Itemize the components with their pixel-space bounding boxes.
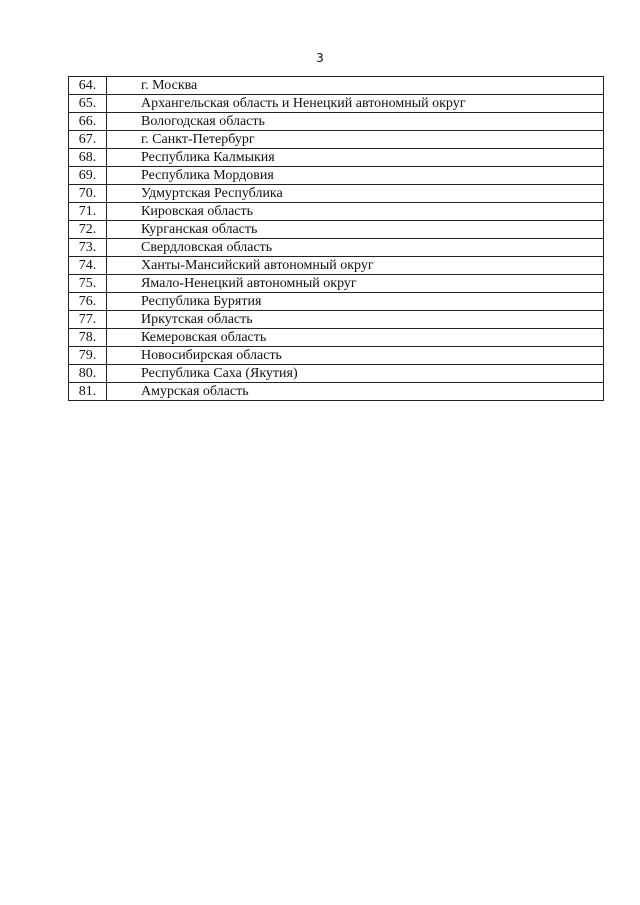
table-row (69, 347, 604, 365)
region-name: Кировская область (107, 203, 604, 221)
region-name: г. Санкт-Петербург (107, 131, 604, 149)
region-name: Курганская область (107, 221, 604, 239)
row-number: 70. (69, 185, 107, 203)
row-number: 73. (69, 239, 107, 257)
row-number: 65. (69, 95, 107, 113)
row-number: 80. (69, 365, 107, 383)
table-row (69, 365, 604, 383)
row-number: 77. (69, 311, 107, 329)
region-name: Вологодская область (107, 113, 604, 131)
region-name: Республика Мордовия (107, 167, 604, 185)
region-name: Республика Бурятия (107, 293, 604, 311)
row-number: 75. (69, 275, 107, 293)
region-name: Республика Саха (Якутия) (107, 365, 604, 383)
row-number: 69. (69, 167, 107, 185)
region-name: г. Москва (107, 77, 604, 95)
table-row (69, 257, 604, 275)
regions-table (68, 76, 604, 401)
table-row (69, 149, 604, 167)
region-name: Ямало-Ненецкий автономный округ (107, 275, 604, 293)
row-number: 72. (69, 221, 107, 239)
table-row (69, 275, 604, 293)
region-name: Амурская область (107, 383, 604, 401)
page-number: 3 (316, 51, 324, 65)
region-name: Свердловская область (107, 239, 604, 257)
row-number: 67. (69, 131, 107, 149)
row-number: 71. (69, 203, 107, 221)
row-number: 64. (69, 77, 107, 95)
row-number: 76. (69, 293, 107, 311)
row-number: 81. (69, 383, 107, 401)
row-number: 74. (69, 257, 107, 275)
row-number: 68. (69, 149, 107, 167)
table-row (69, 167, 604, 185)
table-row (69, 185, 604, 203)
region-name: Удмуртская Республика (107, 185, 604, 203)
table-row (69, 383, 604, 401)
region-name: Кемеровская область (107, 329, 604, 347)
table-row (69, 239, 604, 257)
table-row (69, 293, 604, 311)
table-row (69, 77, 604, 95)
table-row (69, 203, 604, 221)
regions-table-body (69, 77, 604, 401)
row-number: 78. (69, 329, 107, 347)
row-number: 66. (69, 113, 107, 131)
table-row (69, 221, 604, 239)
region-name: Архангельская область и Ненецкий автономный округ (107, 95, 604, 113)
table-row (69, 113, 604, 131)
row-number: 79. (69, 347, 107, 365)
table-row (69, 131, 604, 149)
table-row (69, 329, 604, 347)
region-name: Ханты-Мансийский автономный округ (107, 257, 604, 275)
region-name: Иркутская область (107, 311, 604, 329)
table-row (69, 311, 604, 329)
region-name: Республика Калмыкия (107, 149, 604, 167)
table-row (69, 95, 604, 113)
region-name: Новосибирская область (107, 347, 604, 365)
